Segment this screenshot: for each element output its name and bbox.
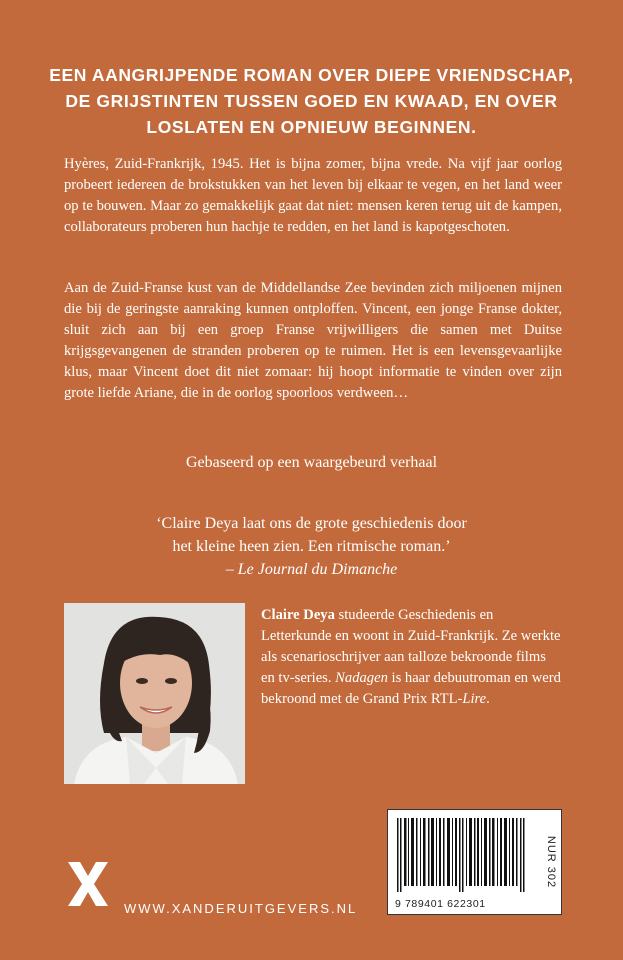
isbn-digits: 9 789401 622301 (395, 898, 486, 910)
blurb-paragraph-2: Aan de Zuid-Franse kust van de Middellandse Zee bevinden zich miljoenen mijnen die bij de geringste aanraking kunnen ontploffen. Vincent, een jonge Franse dokter, sluit zich aan bij een groep Franse vrijwilligers die samen met Duitse krijgsgevangenen de stranden proberen op te ruimen. Het is een levensgevaarlijke klus, maar Vincent doet dit niet zomaar: hij hoopt informatie te vinden over zijn grote liefde Ariane, die in de oorlog spoorloos verdween… (64, 280, 562, 401)
headline-line: EEN AANGRIJPENDE ROMAN OVER DIEPE VRIENDSCHAP, (49, 65, 574, 85)
quote-line: ‘Claire Deya laat ons de grote geschiedenis door (156, 515, 467, 532)
quote-source: – Le Journal du Dimanche (225, 561, 398, 578)
author-name: Claire Deya (261, 607, 335, 623)
book-title: Nadagen (335, 670, 388, 686)
barcode (387, 809, 562, 915)
bio-text: studeerde Geschiedenis en Letterkunde en woont in Zuid-Frankrijk. Ze werkte als scenarioschrijver aan talloze bekroonde films en tv-series. (261, 607, 561, 686)
nur-code: NUR 302 (545, 835, 557, 889)
blurb-paragraph-1: Hyères, Zuid-Frankrijk, 1945. Het is bijna zomer, bijna vrede. Na vijf jaar oorlog probeert iedereen de brokstukken van het leven bij elkaar te vegen, en het land weer op te bouwen. Maar zo gemakkelijk gaat dat niet: mensen keren terug uit de kampen, collaborateurs proberen hun hachje te redden, en het land is kapotgeschoten. (64, 156, 562, 235)
xander-logo (64, 860, 112, 930)
headline-line: LOSLATEN EN OPNIEUW BEGINNEN. (146, 117, 477, 137)
headline (40, 62, 583, 140)
prize-name: Lire (462, 691, 487, 707)
publisher-url[interactable]: WWW.XANDERUITGEVERS.NL (124, 901, 358, 916)
based-on-true-story: Gebaseerd op een waargebeurd verhaal (185, 454, 438, 471)
author-bio (261, 605, 561, 710)
headline-line: DE GRIJSTINTEN TUSSEN GOED EN KWAAD, EN OVER (65, 91, 558, 111)
bio-text: is haar debuutroman en werd bekroond met de Grand Prix RTL- (261, 670, 561, 707)
bio-end: . (486, 691, 490, 707)
press-quote (0, 512, 623, 581)
author-photo (64, 603, 245, 784)
quote-line: het kleine heen zien. Een ritmische roman.’ (172, 538, 451, 555)
